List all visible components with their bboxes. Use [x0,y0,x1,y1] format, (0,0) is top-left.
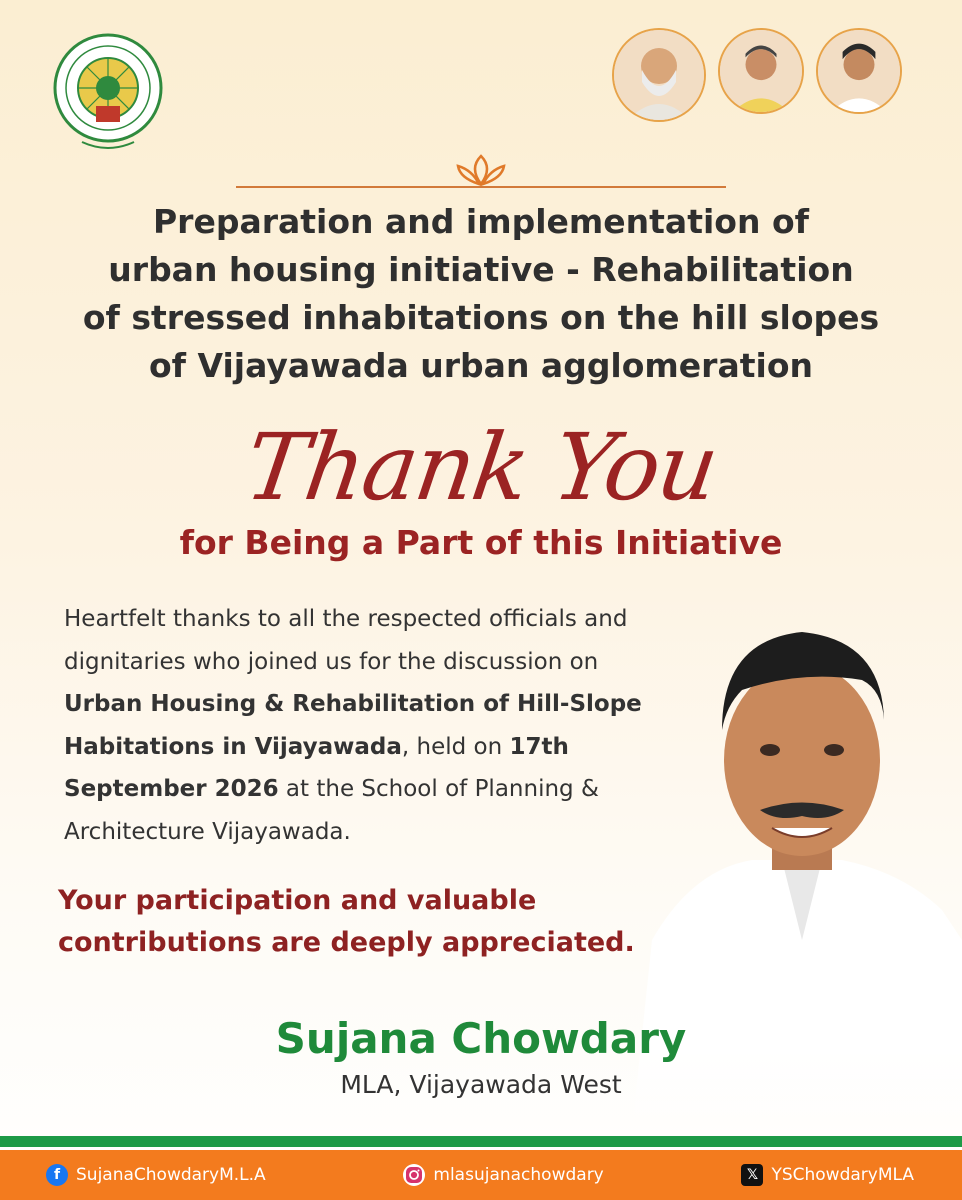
body-text-3: at the School of Planning & Architecture Vijayawada. [64,776,599,845]
body-text-1: Heartfelt thanks to all the respected officials and dignitaries who joined us for the discussion on [64,606,628,675]
instagram-handle-text: mlasujanachowdary [433,1165,604,1185]
mla-title: MLA, Vijayawada West [340,1070,622,1099]
instagram-handle[interactable] [403,1164,603,1186]
body-topic: Urban Housing & Rehabilitation of Hill-Slope Habitations in Vijayawada [64,691,642,760]
headline-line-3: of stressed inhabitations on the hill slopes [82,298,880,337]
body-date: 17th September 2026 [64,733,569,802]
leader-photo-2 [718,28,804,114]
facebook-handle[interactable] [46,1164,266,1186]
headline-line-1: Preparation and implementation of [153,202,809,241]
instagram-icon [403,1164,425,1186]
andhra-pradesh-emblem-icon [52,32,164,156]
leader-photo-3 [816,28,902,114]
leader-photo-1 [612,28,706,122]
x-icon: 𝕏 [741,1164,763,1186]
facebook-icon: f [46,1164,68,1186]
lotus-divider [236,150,726,190]
appreciation-line-2: contributions are deeply appreciated. [58,927,635,958]
x-handle-text: YSChowdaryMLA [771,1165,914,1185]
headline-line-4: of Vijayawada urban agglomeration [149,346,813,385]
facebook-handle-text: SujanaChowdaryM.L.A [76,1165,266,1185]
social-footer [0,1150,962,1200]
appreciation-message [58,880,658,964]
body-paragraph [64,598,664,853]
green-stripe [0,1136,962,1147]
mla-name: Sujana Chowdary [275,1014,687,1063]
thank-you-script: Thank You [239,414,724,521]
appreciation-line-1: Your participation and valuable [58,885,537,916]
leader-photos [612,28,902,122]
headline [60,198,902,390]
headline-line-2: urban housing initiative - Rehabilitation [108,250,854,289]
x-handle[interactable] [741,1164,914,1186]
body-text-2: , held on [401,733,510,760]
thanks-subtitle: for Being a Part of this Initiative [179,523,783,562]
